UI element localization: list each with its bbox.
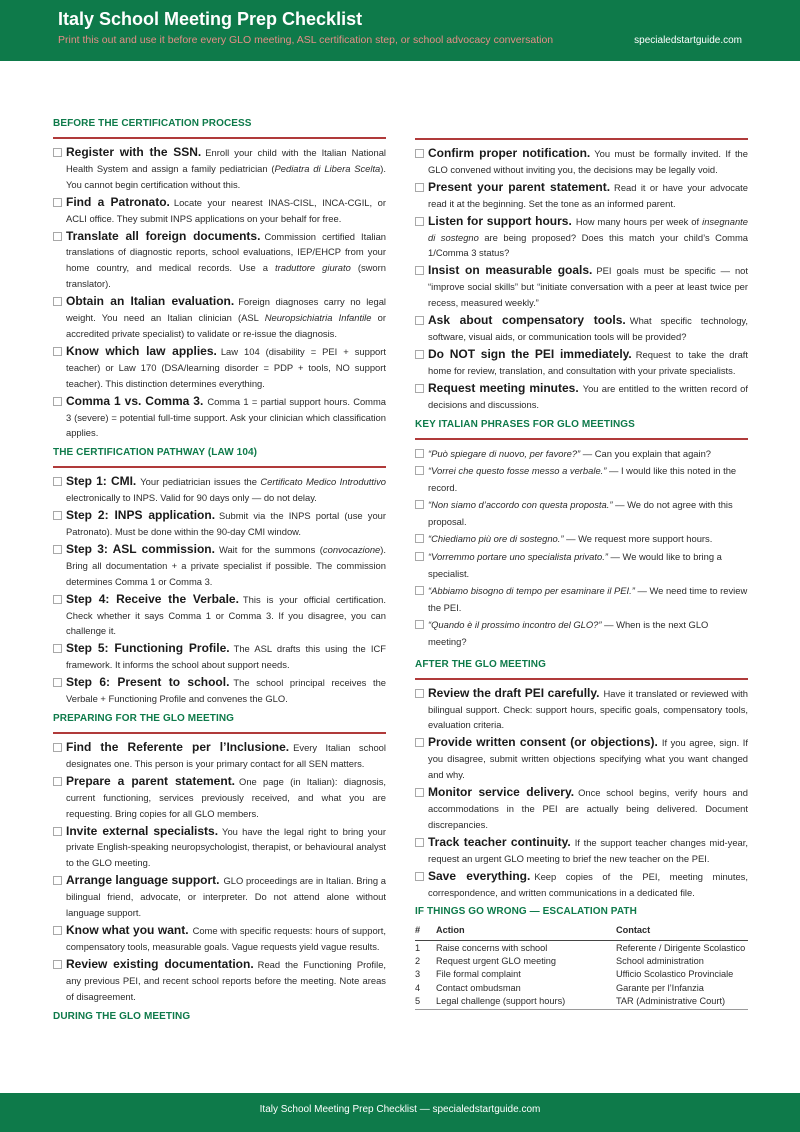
checkbox[interactable]: [415, 466, 424, 475]
step-number: 2: [415, 956, 421, 967]
step-contact: TAR (Administrative Court): [616, 994, 748, 1009]
item-label: Obtain an Italian evaluation.: [66, 294, 235, 309]
section-divider: [53, 732, 386, 734]
item-label: Arrange language support.: [66, 873, 220, 888]
italian-phrase: “Vorremmo portare uno specialista privato.”: [428, 551, 608, 563]
checklist-item: [53, 740, 386, 772]
item-italic-term: Neuropsichiatria Infantile: [264, 312, 372, 324]
item-description: If the support teacher changes mid-year, request an urgent GLO meeting to brief the new teacher on the PEI.: [428, 836, 748, 864]
step-contact: Ufficio Scolastico Provinciale: [616, 969, 734, 980]
item-description: GLO proceedings are in Italian. Bring a bilingual friend, advocate, or interpreter. Do not attend alone without language support.: [66, 875, 386, 919]
item-description: How many hours per week of: [575, 215, 703, 227]
checkbox[interactable]: [415, 534, 424, 543]
checklist-item: [53, 873, 386, 921]
italian-phrase: “Vorrei che questo fosse messo a verbale.”: [428, 465, 607, 477]
checkbox[interactable]: [415, 266, 424, 275]
italian-phrase: “Quando è il prossimo incontro del GLO?”: [428, 619, 602, 631]
checkbox[interactable]: [53, 876, 62, 885]
checklist-item: [415, 347, 748, 379]
item-description: The school principal receives the Verbale + Functioning Profile and convenes the GLO.: [66, 677, 386, 705]
english-translation: — When is the next GLO meeting?: [428, 619, 709, 648]
right-column: [415, 118, 748, 1010]
item-description: Your pediatrician issues the: [140, 476, 261, 488]
checklist-item: [415, 313, 748, 345]
item-description: The ASL drafts this using the ICF framework. It informs the school about support needs.: [66, 643, 386, 671]
item-description: Comma 1 = partial support hours. Comma 3 (severe) = potential full-time support. Ask your clinician which classification applies.: [66, 395, 387, 439]
checkbox[interactable]: [53, 595, 62, 604]
item-label: Ask about compensatory tools.: [428, 313, 626, 328]
english-translation: — We request more support hours.: [563, 533, 713, 545]
checklist-item: [53, 957, 386, 1005]
checklist-item: [415, 180, 748, 212]
escalation-table: [415, 921, 748, 1009]
phrase-list: [415, 446, 748, 651]
checkbox[interactable]: [53, 926, 62, 935]
item-italic-term: Certificato Medico Introduttivo: [260, 476, 387, 488]
step-number: 5: [415, 994, 436, 1009]
section-divider: [415, 138, 748, 140]
page-title: Italy School Meeting Prep Checklist: [58, 9, 363, 29]
checkbox[interactable]: [53, 777, 62, 786]
item-label: Step 1: CMI.: [66, 474, 137, 489]
section-divider: [415, 438, 748, 440]
checkbox[interactable]: [53, 297, 62, 306]
checklist-item: [53, 195, 386, 227]
checklist-item: [53, 923, 386, 955]
checkbox[interactable]: [53, 232, 62, 241]
checklist-after: [415, 686, 748, 901]
phrase-item: [415, 497, 748, 530]
checkbox[interactable]: [53, 347, 62, 356]
item-description-end: or accredited private specialist) to validate or re-issue the diagnosis.: [66, 312, 386, 339]
page-subtitle: Print this out and use it before every GLO meeting, ASL certification step, or school advocacy conversation: [58, 34, 554, 46]
item-description: Commission certified Italian translations of diagnostic reports, school evaluations, IEP/EHCP from your home country, and medical records. Use a: [66, 230, 387, 274]
checkbox[interactable]: [53, 743, 62, 752]
item-description: Law 104 (disability = PEI + support teacher) or Law 170 (DSA/learning disorder = PDP + tools, NO support teacher). This distinction determines everything.: [66, 345, 386, 389]
step-action: Legal challenge (support hours): [436, 994, 616, 1009]
item-label: Translate all foreign documents.: [66, 228, 261, 243]
item-label: Step 2: INPS application.: [66, 508, 216, 523]
item-description: Every Italian school designates one. This person is your primary contact for all SEN matters.: [66, 742, 386, 769]
item-description-end: ). Bring all documentation + a private specialist if possible. The commission determines Comma 1 or Comma 3.: [66, 543, 386, 587]
checkbox[interactable]: [415, 217, 424, 226]
item-description: PEI goals must be specific — not “improve social skills” but “initiate conversation with a peer at least twice per recess, measured weekly.”: [428, 265, 748, 309]
checkbox[interactable]: [53, 545, 62, 554]
item-label: Invite external specialists.: [66, 823, 219, 838]
item-italic-term: convocazione: [322, 543, 381, 555]
item-label: Step 6: Present to school.: [66, 675, 230, 690]
step-contact: Referente / Dirigente Scolastico: [616, 943, 746, 953]
checkbox[interactable]: [415, 738, 424, 747]
item-description: Read the Functioning Profile, any previous PEI, and recent school reports before the meeting. Note areas of disagreement.: [66, 958, 387, 1002]
checkbox[interactable]: [53, 960, 62, 969]
item-label: Insist on measurable goals.: [428, 263, 593, 278]
checklist-before: [53, 145, 386, 441]
checkbox[interactable]: [53, 644, 62, 653]
item-label: Find the Referente per l’Inclusione.: [66, 740, 290, 754]
phrase-item: [415, 617, 748, 650]
item-label: Step 3: ASL commission.: [66, 541, 215, 556]
checklist-item: [415, 785, 748, 833]
checkbox[interactable]: [415, 838, 424, 847]
checkbox[interactable]: [53, 827, 62, 836]
site-url: specialedstartguide.com: [634, 35, 742, 46]
checklist-preparing: [53, 740, 386, 1005]
table-row: [415, 941, 748, 955]
checkbox[interactable]: [415, 384, 424, 393]
italian-phrase: “Abbiamo bisogno di tempo per esaminare il PEI.”: [428, 585, 635, 597]
item-label: Comma 1 vs. Comma 3.: [66, 393, 204, 408]
italian-phrase: “Chiediamo più ore di sostegno.”: [428, 533, 564, 545]
checkbox[interactable]: [415, 149, 424, 158]
step-action: File formal complaint: [436, 969, 521, 980]
checkbox[interactable]: [53, 148, 62, 157]
item-italic-term: Pediatra di Libera Scelta: [274, 162, 381, 174]
footer-text: Italy School Meeting Prep Checklist — specialedstartguide.com: [259, 1104, 541, 1115]
checklist-item: [53, 474, 386, 506]
english-translation: — I would like this noted in the record.: [428, 465, 737, 493]
checkbox[interactable]: [415, 183, 424, 192]
item-description: Keep copies of the PEI, meeting minutes, correspondence, and written communications in a dedicated file.: [428, 870, 748, 898]
item-description-end: are being proposed? Does this match your child’s Comma 1/Comma 3 status?: [428, 231, 748, 259]
checklist-item: [53, 824, 386, 872]
section-title-phrases: KEY ITALIAN PHRASES FOR GLO MEETINGS: [415, 418, 635, 430]
section-divider: [415, 678, 748, 680]
checkbox[interactable]: [415, 689, 424, 698]
item-label: Track teacher continuity.: [428, 834, 571, 849]
item-description: If you agree, sign. If you disagree, submit written objections specifying what you want changed and why.: [428, 737, 748, 781]
checklist-item: [53, 508, 386, 540]
section-title-pathway: THE CERTIFICATION PATHWAY (LAW 104): [53, 447, 258, 459]
phrase-item: [415, 463, 748, 496]
section-title-during: DURING THE GLO MEETING: [53, 1010, 191, 1022]
page-footer: [0, 1093, 800, 1132]
item-description: Come with specific requests: hours of support, compensatory tools, measurable goals. Vague requests yield vague results.: [66, 924, 386, 952]
table-row: [415, 981, 748, 994]
checkbox[interactable]: [415, 500, 424, 509]
checklist-item: [415, 381, 748, 413]
checklist-item: [53, 145, 386, 193]
checkbox[interactable]: [415, 316, 424, 325]
checkbox[interactable]: [415, 872, 424, 881]
checklist-item: [53, 641, 386, 673]
item-italic-term: traduttore giurato: [275, 262, 351, 274]
item-label: Do NOT sign the PEI immediately.: [428, 346, 632, 361]
section-divider: [53, 137, 386, 139]
italian-phrase: “Può spiegare di nuovo, per favore?”: [428, 447, 581, 459]
item-label: Confirm proper notification.: [428, 146, 591, 160]
item-description: This is your official certification. Check whether it says Comma 1 or Comma 3. If you disagree, you can challenge it.: [66, 593, 386, 637]
step-number: 1: [415, 943, 421, 953]
checklist-pathway: [53, 474, 386, 707]
item-description: Once school begins, verify hours and accommodations in the PEI are actually being delivered. Document discrepancies.: [428, 787, 748, 830]
checklist-item: [53, 592, 386, 640]
checkbox[interactable]: [53, 198, 62, 207]
item-label: Request meeting minutes.: [428, 380, 579, 395]
checkbox[interactable]: [415, 586, 424, 595]
english-translation: — Can you explain that again?: [580, 447, 712, 459]
checkbox[interactable]: [53, 477, 62, 486]
checklist-item: [415, 146, 748, 178]
checklist-item: [53, 344, 386, 392]
step-action: Contact ombudsman: [436, 982, 521, 993]
step-number: 4: [415, 982, 421, 993]
step-contact: School administration: [616, 956, 704, 967]
table-header-row: [415, 921, 748, 941]
step-contact: Garante per l’Infanzia: [616, 982, 704, 993]
item-description: Submit via the INPS portal (use your Patronato). Must be done within the 90-day CMI window.: [66, 510, 386, 538]
checklist-item: [53, 542, 386, 590]
checkbox[interactable]: [53, 511, 62, 520]
step-number: 3: [415, 969, 421, 980]
checklist-item: [53, 394, 386, 442]
item-description-end: (sworn translator).: [66, 262, 386, 290]
item-label: Review the draft PEI carefully.: [428, 685, 600, 700]
checkbox[interactable]: [415, 552, 424, 561]
checkbox[interactable]: [53, 678, 62, 687]
checkbox[interactable]: [415, 350, 424, 359]
item-label: Review existing documentation.: [66, 956, 254, 971]
item-description: One page (in Italian): diagnosis, current functioning, services previously received, and what you are requesting. Bring copies for all GLO members.: [66, 775, 387, 819]
checklist-item: [415, 869, 748, 901]
checkbox[interactable]: [415, 788, 424, 797]
item-description: Read it or have your advocate read it at the beginning. Set the tone as an informed parent.: [428, 181, 748, 209]
item-label: Find a Patronato.: [66, 194, 170, 209]
item-label: Listen for support hours.: [428, 213, 572, 228]
phrase-item: [415, 583, 748, 616]
step-action: Request urgent GLO meeting: [436, 956, 557, 967]
section-title-preparing: PREPARING FOR THE GLO MEETING: [53, 713, 235, 724]
item-description: Foreign diagnoses carry no legal weight. You need an Italian clinician (ASL: [66, 296, 386, 324]
page-header: [0, 0, 800, 61]
checklist-item: [415, 214, 748, 262]
checkbox[interactable]: [415, 620, 424, 629]
item-description: What specific technology, software, visual aids, or communication tools will be provided?: [428, 315, 748, 342]
item-description: You are entitled to the written record of decisions and discussions.: [428, 382, 748, 410]
phrase-item: [415, 446, 748, 463]
phrase-item: [415, 549, 748, 582]
checkbox[interactable]: [415, 449, 424, 458]
checklist-item: [415, 835, 748, 867]
column-header-action: Action: [436, 921, 616, 941]
item-label: Monitor service delivery.: [428, 785, 575, 800]
checklist-item: [415, 686, 748, 734]
item-label: Know what you want.: [66, 922, 189, 937]
item-label: Present your parent statement.: [428, 179, 611, 194]
table-row: [415, 968, 748, 981]
left-column: [53, 118, 386, 1022]
checklist-item: [53, 229, 386, 293]
checklist-during: [415, 146, 748, 413]
english-translation: — We would like to bring a specialist.: [428, 551, 722, 579]
section-title-before: BEFORE THE CERTIFICATION PROCESS: [53, 118, 252, 129]
checkbox[interactable]: [53, 397, 62, 406]
checklist-item: [53, 294, 386, 342]
checklist-item: [53, 774, 386, 822]
item-label: Prepare a parent statement.: [66, 773, 236, 788]
checklist-item: [415, 735, 748, 783]
english-translation: — We do not agree with this proposal.: [428, 499, 733, 527]
item-label: Register with the SSN.: [66, 145, 202, 159]
english-translation: — We need time to review the PEI.: [428, 585, 748, 613]
step-action: Raise concerns with school: [436, 943, 548, 953]
column-header-number: #: [415, 921, 436, 941]
table-row: [415, 994, 748, 1009]
checklist-item: [415, 263, 748, 311]
item-description: You have the legal right to bring your private English-speaking neuropsychologist, therapist, or behavioural analyst to the GLO meeting.: [66, 825, 386, 869]
item-description: Locate your nearest INAS-CISL, INCA-CGIL, or ACLI office. They submit INPS applications on your behalf for free.: [66, 196, 386, 224]
column-header-contact: Contact: [616, 921, 748, 941]
phrase-item: [415, 531, 748, 548]
item-label: Step 4: Receive the Verbale.: [66, 591, 239, 606]
item-description: Request to take the draft home for review, translation, and consultation with your private specialists.: [428, 348, 748, 376]
item-description: Have it translated or reviewed with bilingual support. Check: support hours, specific goals, compensatory tools, evaluation criteria.: [428, 687, 748, 731]
italian-phrase: “Non siamo d’accordo con questa proposta.”: [428, 499, 613, 511]
section-divider: [53, 466, 386, 468]
item-label: Provide written consent (or objections).: [428, 735, 658, 750]
item-description-end: electronically to INPS. Valid for 90 days only — do not delay.: [66, 492, 317, 504]
item-label: Save everything.: [428, 868, 531, 883]
item-description: You must be formally invited. If the GLO convened without inviting you, the decisions may be legally void.: [428, 148, 748, 175]
item-label: Know which law applies.: [66, 343, 217, 358]
section-title-escalation: IF THINGS GO WRONG — ESCALATION PATH: [415, 906, 637, 918]
section-title-after: AFTER THE GLO MEETING: [415, 658, 546, 670]
item-description: Wait for the summons (: [218, 543, 323, 555]
escalation-table-body: [415, 941, 748, 1009]
item-description: Enroll your child with the Italian National Health System and assign a family pediatrician (: [66, 147, 387, 174]
item-label: Step 5: Functioning Profile.: [66, 641, 230, 656]
item-description-end: ). You cannot begin certification without this.: [66, 162, 387, 190]
table-row: [415, 955, 748, 968]
item-italic-term: insegnante di sostegno: [428, 215, 748, 243]
checklist-item: [53, 675, 386, 707]
